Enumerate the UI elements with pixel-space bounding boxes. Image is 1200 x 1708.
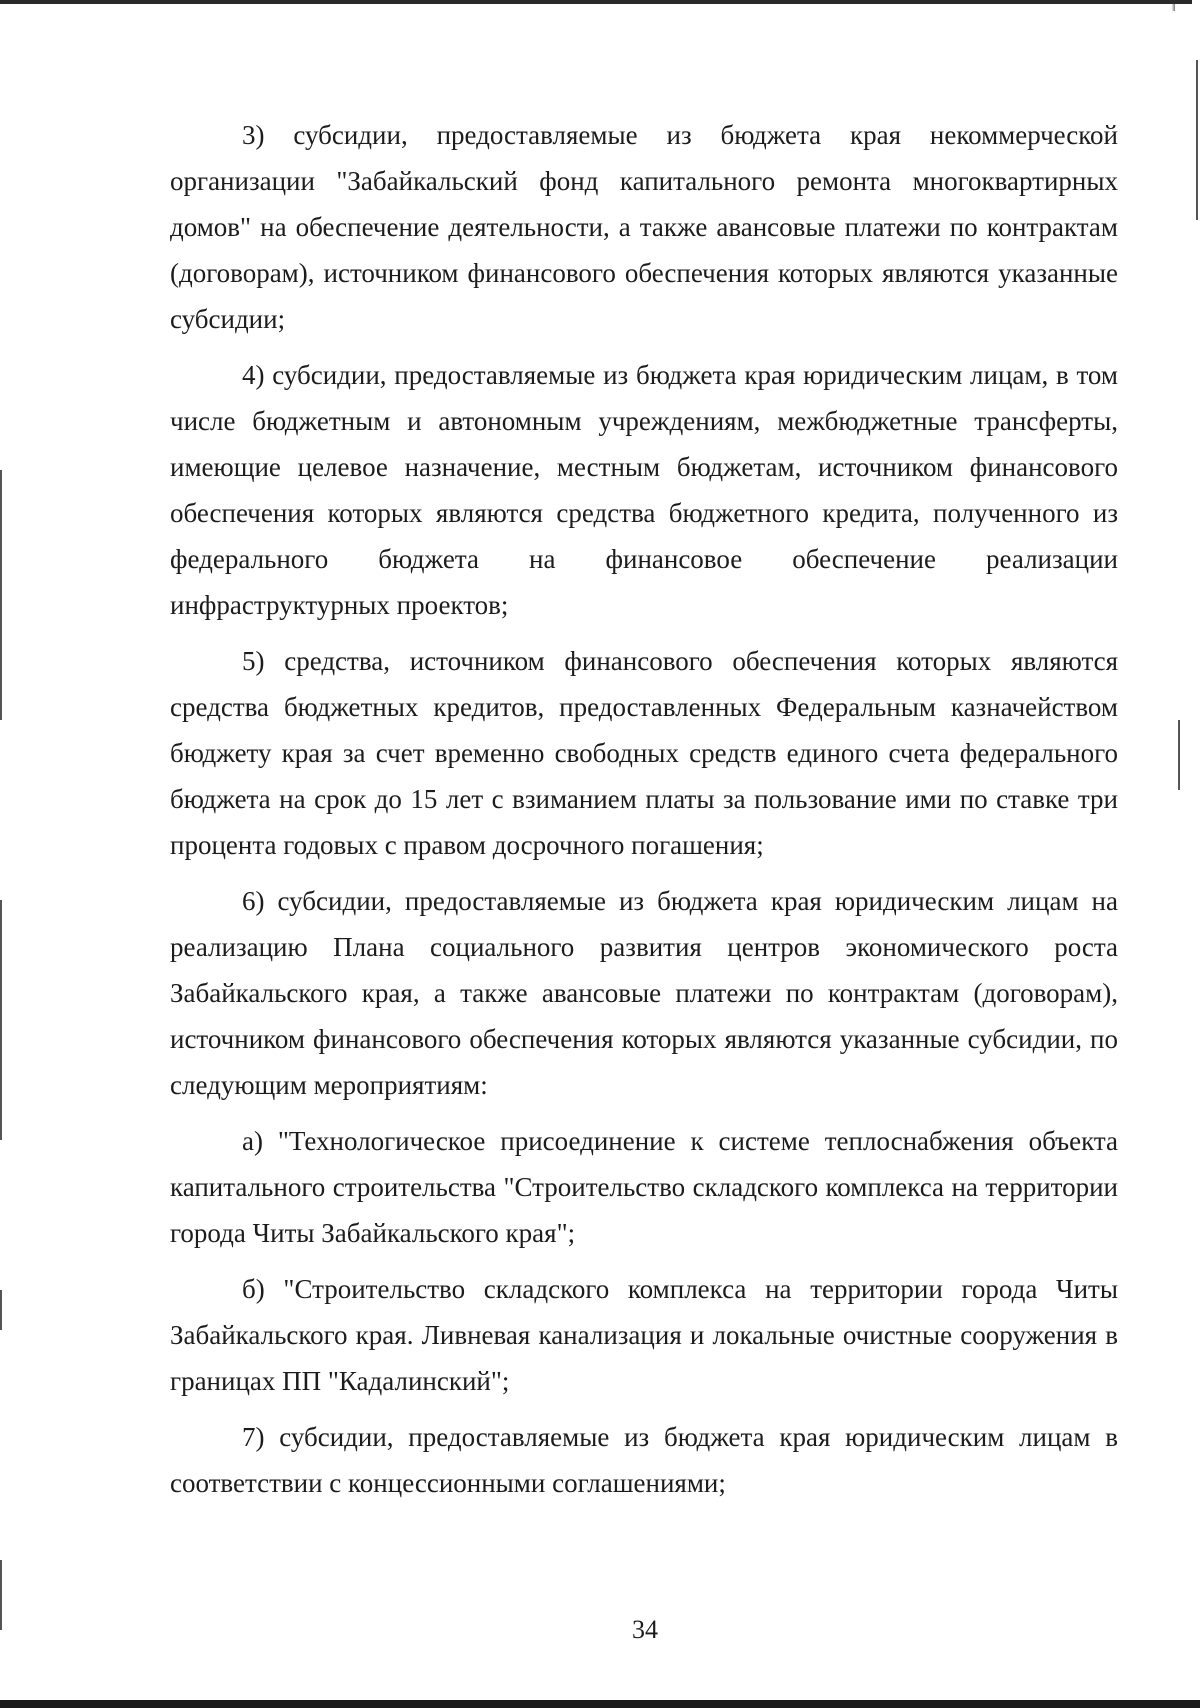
scan-artifact-line [0, 470, 2, 720]
paragraph-3: 3) субсидии, предоставляемые из бюджета края некоммерческой организации "Забайкальский фонд капитального ремонта многоквартирных домов" на обеспечение деятельности, а также авансовые платежи по контрактам (договорам), источником финансового обеспечения которых являются указанные субсидии; [170, 120, 1118, 334]
document-body [170, 112, 1118, 1516]
paragraph-6b: б) "Строительство складского комплекса на территории города Читы Забайкальского края. Ливневая канализация и локальные очистные сооружения в границах ПП "Кадалинский"; [170, 1274, 1118, 1396]
scan-artifact-line [0, 1290, 2, 1330]
scan-corner-mark: ǁ [1172, 0, 1176, 14]
paragraph-6: 6) субсидии, предоставляемые из бюджета края юридическим лицам на реализацию Плана социального развития центров экономического роста Забайкальского края, а также авансовые платежи по контрактам (договорам), источником финансового обеспечения которых являются указанные субсидии, по следующим мероприятиям: [170, 886, 1118, 1100]
paragraph-4: 4) субсидии, предоставляемые из бюджета края юридическим лицам, в том числе бюджетным и автономным учреждениям, межбюджетные трансферты, имеющие целевое назначение, местным бюджетам, источником финансового обеспечения которых являются средства бюджетного кредита, полученного из федерального бюджета на финансовое обеспечение реализации инфраструктурных проектов; [170, 360, 1118, 620]
paragraph-6a: а) "Технологическое присоединение к системе теплоснабжения объекта капитального строительства "Строительство складского комплекса на территории города Читы Забайкальского края"; [170, 1126, 1118, 1248]
paragraph-5: 5) средства, источником финансового обеспечения которых являются средства бюджетных кредитов, предоставленных Федеральным казначейством бюджету края за счет временно свободных средств единого счета федерального бюджета на срок до 15 лет с взиманием платы за пользование ими по ставке три процента годовых с правом досрочного погашения; [170, 646, 1118, 860]
scan-border-top [0, 0, 1192, 4]
page-number: 34 [632, 1615, 658, 1644]
scan-border-bottom [0, 1700, 1200, 1708]
scan-artifact-line [1178, 720, 1180, 790]
scan-artifact-line [0, 900, 2, 1140]
paragraph-7: 7) субсидии, предоставляемые из бюджета края юридическим лицам в соответствии с концессионными соглашениями; [170, 1422, 1118, 1498]
scan-artifact-line [1196, 60, 1198, 220]
